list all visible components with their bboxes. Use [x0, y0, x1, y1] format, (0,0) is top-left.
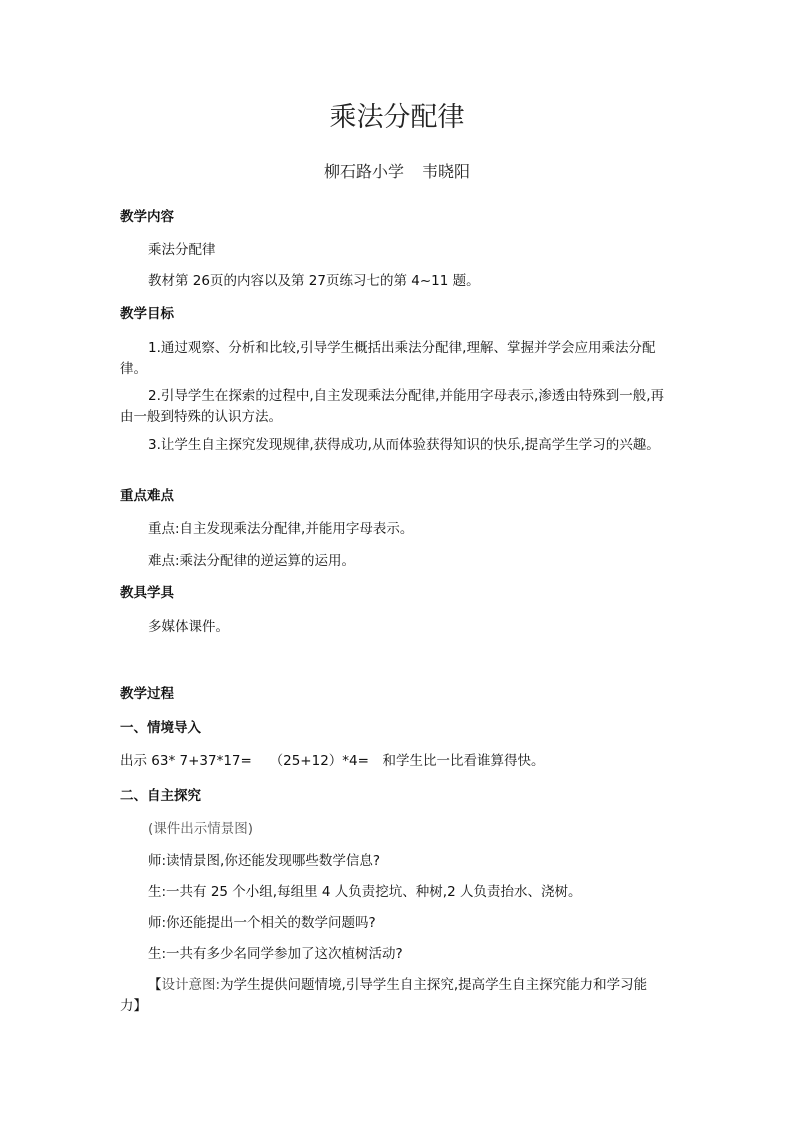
heading-goals: 教学目标	[120, 306, 174, 322]
heading-part2: 二、自主探究	[120, 788, 201, 804]
design-intent-note	[120, 975, 668, 1017]
tools-paragraph-1: 多媒体课件。	[148, 619, 229, 635]
keypoints-paragraph-1: 重点:自主发现乘法分配律,并能用字母表示。	[148, 521, 414, 537]
author-name: 韦晓阳	[422, 162, 471, 181]
design-intent-label: 设计意图:	[161, 977, 221, 993]
part2-paragraph-1: (课件出示情景图)	[148, 821, 254, 837]
content-paragraph-1: 乘法分配律	[148, 242, 216, 258]
heading-part1: 一、情境导入	[120, 720, 201, 736]
content-paragraph-2: 教材第 26页的内容以及第 27页练习七的第 4~11 题。	[148, 273, 480, 289]
heading-process: 教学过程	[120, 686, 174, 702]
part2-paragraph-4: 师:你还能提出一个相关的数学问题吗?	[148, 915, 376, 931]
heading-content: 教学内容	[120, 209, 174, 225]
heading-keypoints: 重点难点	[120, 488, 174, 504]
part2-paragraph-5: 生:一共有多少名同学参加了这次植树活动?	[148, 946, 403, 962]
goals-paragraph-3: 3.让学生自主探究发现规律,获得成功,从而体验获得知识的快乐,提高学生学习的兴趣。	[148, 437, 660, 453]
author-school: 柳石路小学	[323, 162, 404, 181]
design-bracket-open: 【	[148, 977, 162, 993]
goals-paragraph-1: 1.通过观察、分析和比较,引导学生概括出乘法分配律,理解、掌握并学会应用乘法分配律。	[120, 340, 656, 377]
author-line	[0, 160, 794, 184]
page-title: 乘法分配律	[329, 102, 465, 133]
heading-tools: 教具学具	[120, 585, 174, 601]
goals-paragraph-2: 2.引导学生在探索的过程中,自主发现乘法分配律,并能用字母表示,渗透由特殊到一般,再由一般到特殊的认识方法。	[120, 388, 665, 425]
design-bracket-close: 】	[133, 998, 147, 1014]
part1-paragraph-1: 出示 63* 7+37*17= （25+12）*4= 和学生比一比看谁算得快。	[120, 753, 545, 769]
keypoints-paragraph-2: 难点:乘法分配律的逆运算的运用。	[148, 553, 356, 569]
design-intent-text: 为学生提供问题情境,引导学生自主探究,提高学生自主探究能力和学习能力	[120, 977, 648, 1014]
part2-paragraph-2: 师:读情景图,你还能发现哪些数学信息?	[148, 853, 381, 869]
part2-paragraph-3: 生:一共有 25 个小组,每组里 4 人负责挖坑、种树,2 人负责抬水、浇树。	[148, 884, 582, 900]
